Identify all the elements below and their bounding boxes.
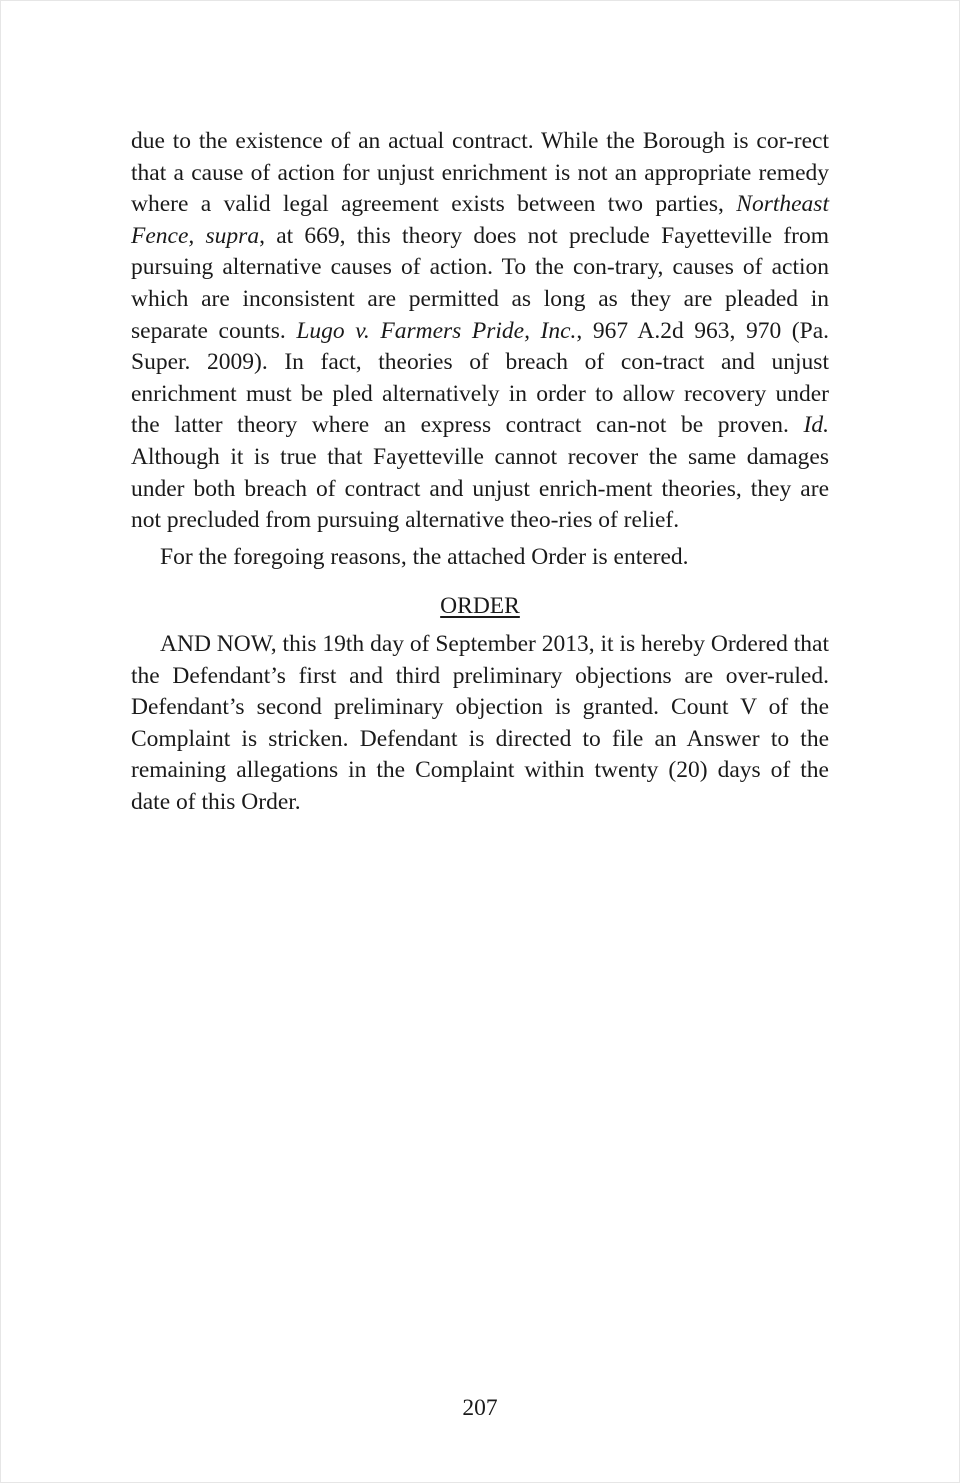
paragraph-text: , 967 A.2d 963, 970 (Pa. Super. 2009). In fact, theories of breach of con-tract and unjust enrichment must be pled alternatively in order to allow recovery under the latter theory where an express contract can-not be proven. <box>131 317 829 439</box>
case-citation-northeast-fence: Northeast Fence, supra <box>131 191 829 249</box>
opinion-text <box>131 126 829 818</box>
case-citation-id: Id. <box>803 412 829 439</box>
page-number: 207 <box>462 1395 498 1421</box>
order-heading: ORDER <box>440 593 520 620</box>
paragraph-text: due to the existence of an actual contract. While the Borough is cor-rect that a cause of action for unjust enrichment is not an appropriate remedy where a valid legal agreement exists between two parties, <box>131 128 829 218</box>
paragraph-text: , at 669, this theory does not preclude Fayetteville from pursuing alternative causes of action. To the con-trary, causes of action which are inconsistent are permitted as long as they are pleaded in separate counts. <box>131 222 829 344</box>
case-citation-lugo: Lugo v. Farmers Pride, Inc. <box>296 317 577 344</box>
paragraph-text: Although it is true that Fayetteville cannot recover the same damages under both breach of contract and unjust enrich-ment theories, they are not precluded from pursuing alternative theo-ries of relief. <box>131 443 829 534</box>
paragraph-conclusion: For the foregoing reasons, the attached Order is entered. <box>160 543 689 570</box>
paragraph-unjust-enrichment <box>131 126 829 537</box>
order-paragraph: AND NOW, this 19th day of September 2013, it is hereby Ordered that the Defendant’s first and third preliminary objections are over-ruled. Defendant’s second preliminary objection is granted. Count V of the Complaint is stricken. Defendant is directed to file an Answer to the remaining allegations in the Complaint within twenty (20) days of the date of this Order. <box>131 630 829 815</box>
